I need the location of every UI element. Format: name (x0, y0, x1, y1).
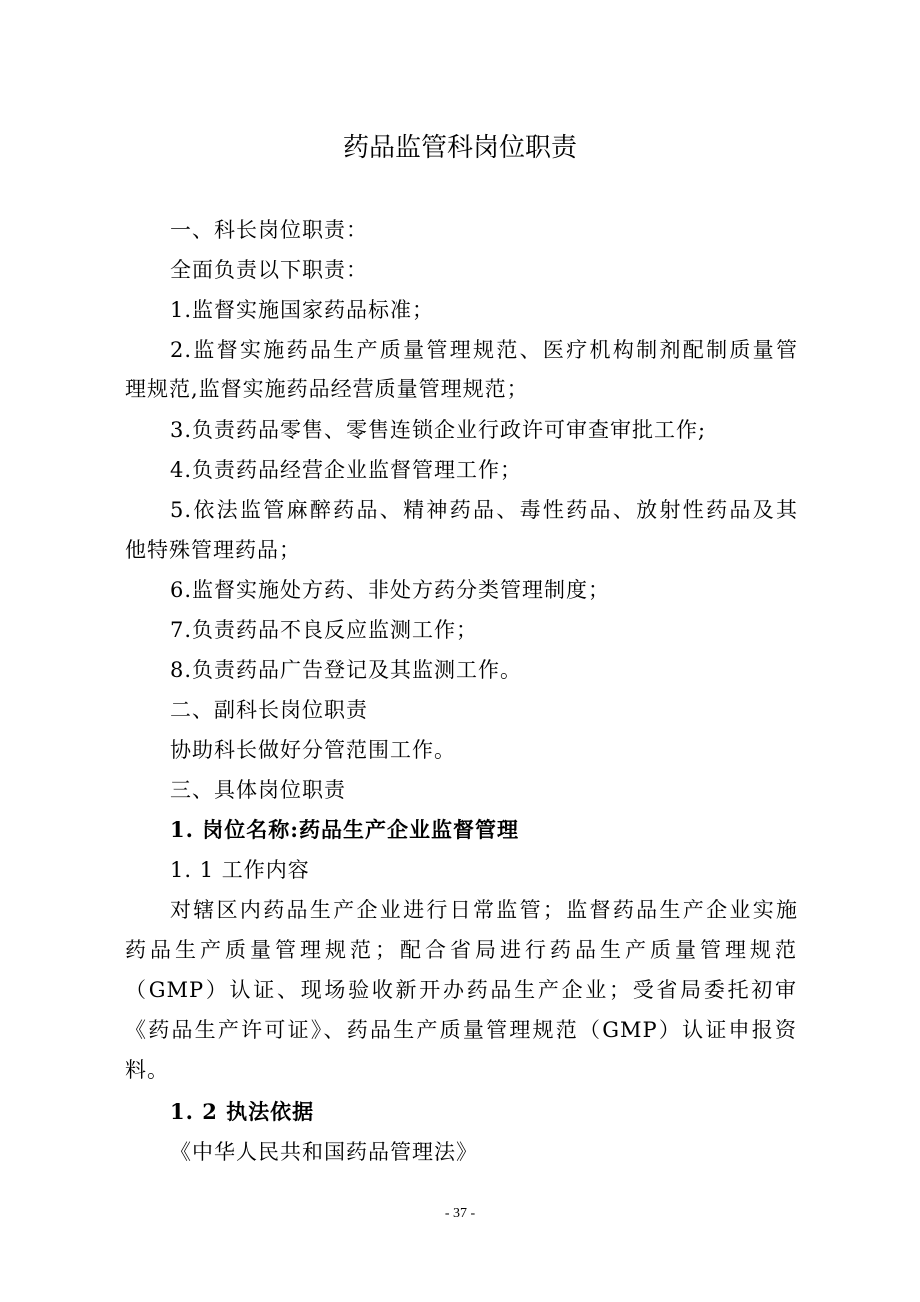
work-content-line-4: 《药品生产许可证》、药品生产质量管理规范（GMP）认证申报资 (125, 1018, 797, 1042)
duty-item-2: 2.监督实施药品生产质量管理规范、医疗机构制剂配制质量管 (170, 338, 798, 362)
duty-item-2-cont: 理规范,监督实施药品经营质量管理规范； (125, 377, 529, 401)
page-number: - 37 - (444, 1206, 476, 1221)
duty-item-8: 8.负责药品广告登记及其监测工作。 (170, 658, 523, 682)
section-2-text: 协助科长做好分管范围工作。 (170, 738, 456, 762)
section-1-heading: 一、科长岗位职责： (170, 218, 368, 242)
duty-item-3: 3.负责药品零售、零售连锁企业行政许可审查审批工作; (170, 418, 707, 442)
section-3-heading: 三、具体岗位职责 (170, 778, 346, 802)
page-title: 药品监管科岗位职责 (342, 133, 577, 163)
duty-item-5: 5.依法监管麻醉药品、精神药品、毒性药品、放射性药品及其 (170, 498, 798, 522)
legal-basis-text: 《中华人民共和国药品管理法》 (170, 1140, 478, 1164)
legal-basis-heading: 1. 2 执法依据 (170, 1099, 315, 1124)
section-1-intro: 全面负责以下职责： (170, 258, 368, 282)
duty-item-4: 4.负责药品经营企业监督管理工作； (170, 458, 523, 482)
post-title: 1. 岗位名称:药品生产企业监督管理 (170, 817, 519, 842)
work-content-line-5: 料。 (125, 1058, 169, 1082)
work-content-line-3: （GMP）认证、现场验收新开办药品生产企业；受省局委托初审 (125, 978, 797, 1002)
duty-item-6: 6.监督实施处方药、非处方药分类管理制度； (170, 578, 611, 602)
work-content-line-2: 药品生产质量管理规范；配合省局进行药品生产质量管理规范 (125, 938, 797, 962)
section-2-heading: 二、副科长岗位职责 (170, 698, 368, 722)
duty-item-7: 7.负责药品不良反应监测工作； (170, 618, 479, 642)
work-content-line-1: 对辖区内药品生产企业进行日常监管；监督药品生产企业实施 (170, 898, 798, 922)
work-content-heading: 1. 1 工作内容 (170, 858, 310, 882)
duty-item-5-cont: 他特殊管理药品； (125, 538, 301, 562)
duty-item-1: 1.监督实施国家药品标准； (170, 298, 435, 322)
